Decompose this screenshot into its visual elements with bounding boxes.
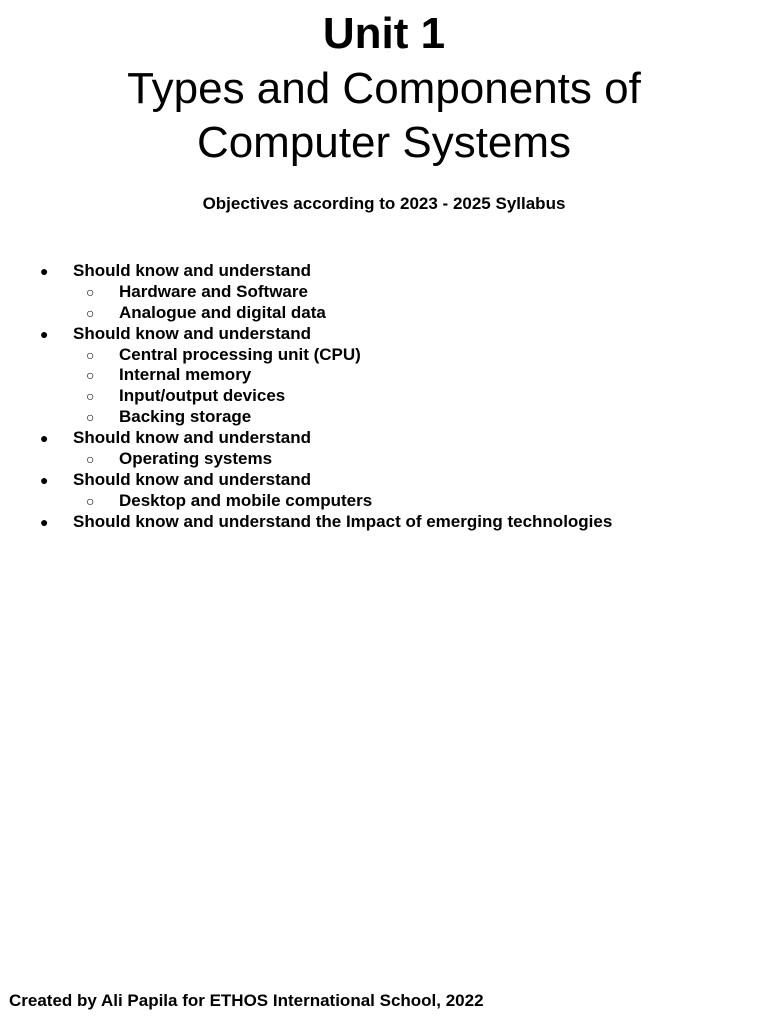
objective-item: [0, 324, 768, 345]
bullet-icon: ●: [40, 471, 49, 488]
sub-objective-item: [0, 491, 768, 512]
bullet-icon: ●: [40, 430, 49, 447]
sub-bullet-icon: ○: [86, 346, 95, 363]
sub-bullet-icon: ○: [86, 492, 95, 509]
objective-text: Should know and understand: [73, 428, 311, 448]
page-title-line-1: Types and Components of: [127, 64, 641, 113]
sub-objective-text: Analogue and digital data: [119, 302, 326, 322]
footer-credit: Created by Ali Papila for ETHOS International School, 2022: [9, 991, 484, 1010]
objective-text: Should know and understand: [73, 469, 311, 489]
sub-objective-text: Backing storage: [119, 407, 252, 427]
sub-objective-item: [0, 386, 768, 407]
page-title: [0, 62, 768, 170]
syllabus-subtitle: Objectives according to 2023 - 2025 Syllabus: [202, 194, 566, 213]
bullet-icon: ●: [40, 513, 49, 530]
sub-objective-text: Internal memory: [119, 365, 252, 385]
objective-item: [0, 470, 768, 491]
bullet-icon: ●: [40, 263, 49, 279]
sub-bullet-icon: ○: [86, 409, 95, 426]
sub-bullet-icon: ○: [86, 451, 95, 468]
sub-objective-text: Operating systems: [119, 449, 273, 469]
objective-text: Should know and understand: [73, 261, 311, 280]
sub-objective-text: Hardware and Software: [119, 281, 308, 301]
sub-objective-item: [0, 449, 768, 470]
sub-bullet-icon: ○: [86, 304, 95, 321]
sub-bullet-icon: ○: [86, 388, 95, 405]
bullet-icon: ●: [40, 325, 49, 342]
sub-objective-item: [0, 345, 768, 366]
sub-objective-item: [0, 282, 768, 303]
sub-objective-text: Central processing unit (CPU): [119, 344, 361, 364]
objective-item: [0, 428, 768, 449]
sub-objective-item: [0, 365, 768, 386]
objective-item: [0, 512, 768, 533]
page-title-line-2: Computer Systems: [196, 118, 572, 167]
objectives-list: [0, 261, 768, 533]
objective-item: [0, 261, 768, 282]
sub-objective-text: Desktop and mobile computers: [119, 490, 373, 510]
unit-title: Unit 1: [322, 9, 446, 58]
sub-objective-item: [0, 407, 768, 428]
objective-text: Should know and understand the Impact of emerging technologies: [73, 511, 613, 531]
sub-objective-text: Input/output devices: [119, 386, 286, 406]
sub-objective-item: [0, 303, 768, 324]
objective-text: Should know and understand: [73, 323, 311, 343]
sub-bullet-icon: ○: [86, 367, 95, 384]
sub-bullet-icon: ○: [86, 283, 95, 300]
